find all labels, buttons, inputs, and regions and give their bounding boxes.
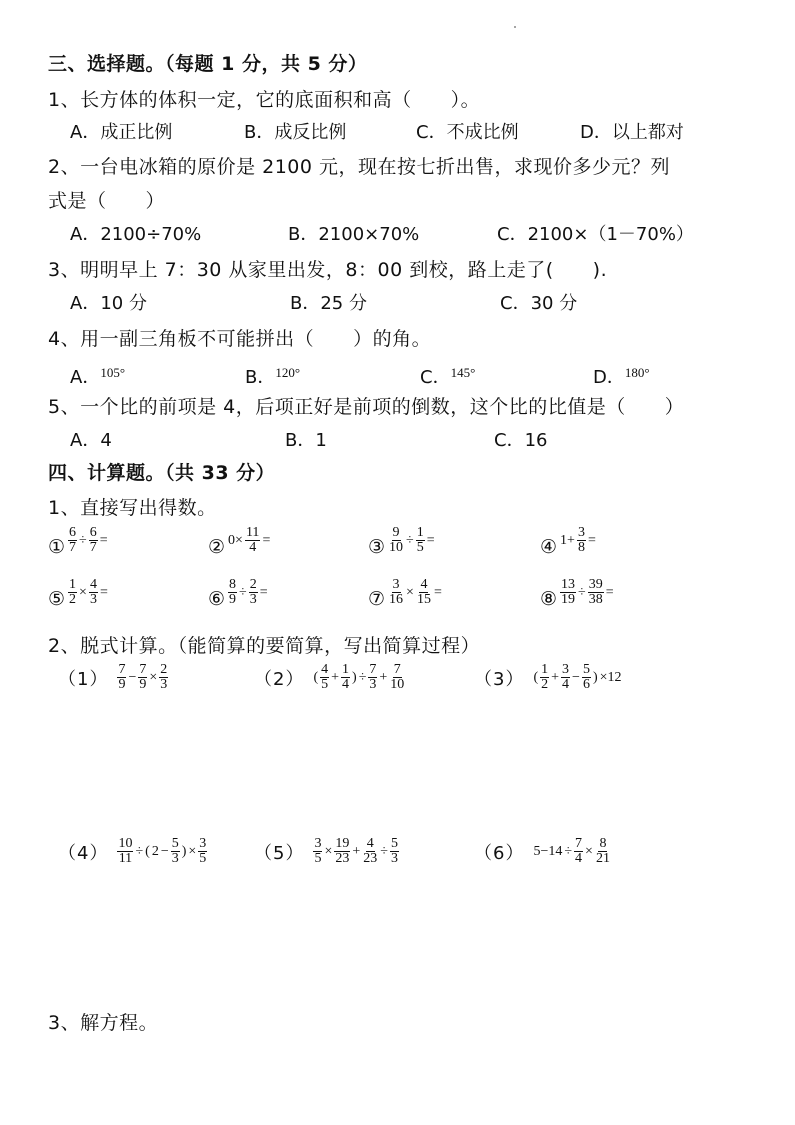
fraction: $\frac{7}{4}$: [575, 836, 583, 866]
section3-heading: 三、选择题。（每题 1 分，共 5 分）: [48, 53, 368, 75]
problem-4-label: （4）: [58, 842, 109, 864]
q3-option-b: B．25 分: [290, 293, 367, 314]
question-2-stem-line2: 式是（ ）: [48, 190, 166, 212]
item-number-marker: ①: [48, 535, 66, 558]
fraction: $\frac{1}{4}$: [342, 662, 350, 692]
part1-title: 1、直接写出得数。: [48, 497, 217, 519]
q1-option-c: C．不成比例: [416, 122, 519, 143]
problem-2: （2） ( $\frac{4}{5}$ + $\frac{1}{4}$ ) ÷ $\frac{7}{3}$ + $\frac{7}{10}$: [254, 662, 405, 692]
fraction: $\frac{3}{8}$: [577, 525, 585, 555]
fraction: $\frac{5}{3}$: [390, 836, 398, 866]
fraction: $\frac{3}{4}$: [562, 662, 570, 692]
item-number-marker: ⑦: [368, 587, 386, 610]
problem-5: （5） $\frac{3}{5}$ × $\frac{19}{23}$ + $\frac{4}{23}$ ÷ $\frac{5}{3}$: [254, 836, 398, 866]
oral-item-8: ⑧ $\frac{13}{19}$ ÷ $\frac{39}{38}$ =: [540, 577, 614, 610]
item-number-marker: ②: [208, 535, 226, 558]
q2-option-b: B．2100×70%: [288, 224, 420, 245]
q1-option-d: D．以上都对: [580, 122, 684, 143]
q4-option-d-angle: 180°: [624, 365, 650, 380]
q5-option-a: A．4: [70, 430, 112, 451]
q5-option-c: C．16: [494, 430, 548, 451]
fraction: $\frac{5}{3}$: [171, 836, 179, 866]
oral-item-2: ② 0× $\frac{11}{4}$ =: [208, 525, 271, 558]
question-2-stem-line1: 2、一台电冰箱的原价是 2100 元，现在按七折出售，求现价多少元？列: [48, 156, 671, 178]
item-number-marker: ⑤: [48, 587, 66, 610]
fraction: $\frac{1}{2}$: [69, 577, 77, 607]
fraction: $\frac{3}{16}$: [389, 577, 404, 607]
problem-1: （1） $\frac{7}{9}$ − $\frac{7}{9}$ × $\frac{2}{3}$: [58, 662, 168, 692]
part3-title: 3、解方程。: [48, 1012, 159, 1034]
q4-option-d-letter: D．: [593, 367, 625, 388]
fraction: $\frac{6}{7}$: [69, 525, 77, 555]
fraction: $\frac{4}{3}$: [89, 577, 97, 607]
fraction: $\frac{8}{9}$: [229, 577, 237, 607]
oral-item-3: ③ $\frac{9}{10}$ ÷ $\frac{1}{5}$ =: [368, 525, 435, 558]
question-4-stem: 4、用一副三角板不可能拼出（ ）的角。: [48, 328, 432, 350]
scan-speck: [514, 26, 516, 28]
problem-3: （3） ( $\frac{1}{2}$ + $\frac{3}{4}$ − $\frac{5}{6}$ ) ×12: [474, 662, 622, 692]
q1-option-b: B．成反比例: [244, 122, 347, 143]
problem-5-label: （5）: [254, 842, 305, 864]
q2-option-a: A．2100÷70%: [70, 224, 202, 245]
problem-2-label: （2）: [254, 668, 305, 690]
fraction: $\frac{1}{5}$: [416, 525, 424, 555]
fraction: $\frac{3}{5}$: [199, 836, 207, 866]
item-number-marker: ③: [368, 535, 386, 558]
q4-option-a-letter: A．: [70, 367, 101, 388]
question-5-stem: 5、一个比的前项是 4，后项正好是前项的倒数，这个比的比值是（ ）: [48, 396, 685, 418]
q5-option-b: B．1: [285, 430, 327, 451]
part2-title: 2、脱式计算。（能简算的要简算，写出简算过程）: [48, 635, 481, 657]
question-1-stem: 1、长方体的体积一定，它的底面积和高（ ）。: [48, 89, 481, 111]
problem-6-label: （6）: [474, 842, 525, 864]
q4-option-a: [70, 361, 125, 390]
fraction: $\frac{7}{3}$: [369, 662, 377, 692]
fraction: $\frac{1}{2}$: [541, 662, 549, 692]
item-number-marker: ⑧: [540, 587, 558, 610]
fraction: $\frac{2}{3}$: [160, 662, 168, 692]
fraction: $\frac{7}{9}$: [118, 662, 126, 692]
q4-option-c-angle: 145°: [450, 365, 476, 380]
fraction: $\frac{13}{19}$: [561, 577, 576, 607]
oral-item-4: ④ 1+ $\frac{3}{8}$ =: [540, 525, 596, 558]
section4-heading: 四、计算题。（共 33 分）: [48, 462, 276, 484]
oral-item-5: ⑤ $\frac{1}{2}$ × $\frac{4}{3}$ =: [48, 577, 108, 610]
q4-option-a-angle: 105°: [100, 365, 126, 380]
fraction: $\frac{4}{5}$: [321, 662, 329, 692]
fraction: $\frac{11}{4}$: [245, 525, 260, 555]
q4-option-c-letter: C．: [420, 367, 451, 388]
question-3-stem: 3、明明早上 7：30 从家里出发，8：00 到校，路上走了( ).: [48, 259, 608, 281]
fraction: $\frac{4}{15}$: [416, 577, 431, 607]
q2-option-c: C．2100×（1－70%）: [497, 224, 694, 245]
item-number-marker: ④: [540, 535, 558, 558]
item-number-marker: ⑥: [208, 587, 226, 610]
fraction: $\frac{9}{10}$: [389, 525, 404, 555]
q4-option-c: [420, 361, 475, 390]
fraction: $\frac{5}{6}$: [582, 662, 590, 692]
oral-item-7: ⑦ $\frac{3}{16}$ × $\frac{4}{15}$ =: [368, 577, 442, 610]
fraction: $\frac{7}{9}$: [139, 662, 147, 692]
q3-option-c: C．30 分: [500, 293, 578, 314]
fraction: $\frac{10}{11}$: [118, 836, 133, 866]
oral-item-6: ⑥ $\frac{8}{9}$ ÷ $\frac{2}{3}$ =: [208, 577, 268, 610]
q1-option-a: A．成正比例: [70, 122, 173, 143]
q4-option-d: [593, 361, 650, 390]
fraction: $\frac{39}{38}$: [588, 577, 603, 607]
fraction: $\frac{19}{23}$: [335, 836, 350, 866]
fraction: $\frac{2}{3}$: [249, 577, 257, 607]
fraction: $\frac{6}{7}$: [89, 525, 97, 555]
problem-1-label: （1）: [58, 668, 109, 690]
fraction: $\frac{8}{21}$: [595, 836, 610, 866]
problem-4: （4） $\frac{10}{11}$ ÷ ( 2 − $\frac{5}{3}$ ) × $\frac{3}{5}$: [58, 836, 207, 866]
problem-6: （6） 5−14 ÷ $\frac{7}{4}$ × $\frac{8}{21}$: [474, 836, 610, 866]
q3-option-a: A．10 分: [70, 293, 147, 314]
problem-3-label: （3）: [474, 668, 525, 690]
q4-option-b: [245, 361, 300, 390]
oral-item-1: ① $\frac{6}{7}$ ÷ $\frac{6}{7}$ =: [48, 525, 108, 558]
q4-option-b-angle: 120°: [275, 365, 301, 380]
fraction: $\frac{4}{23}$: [363, 836, 378, 866]
fraction: $\frac{3}{5}$: [314, 836, 322, 866]
q4-option-b-letter: B．: [245, 367, 276, 388]
fraction: $\frac{7}{10}$: [390, 662, 405, 692]
